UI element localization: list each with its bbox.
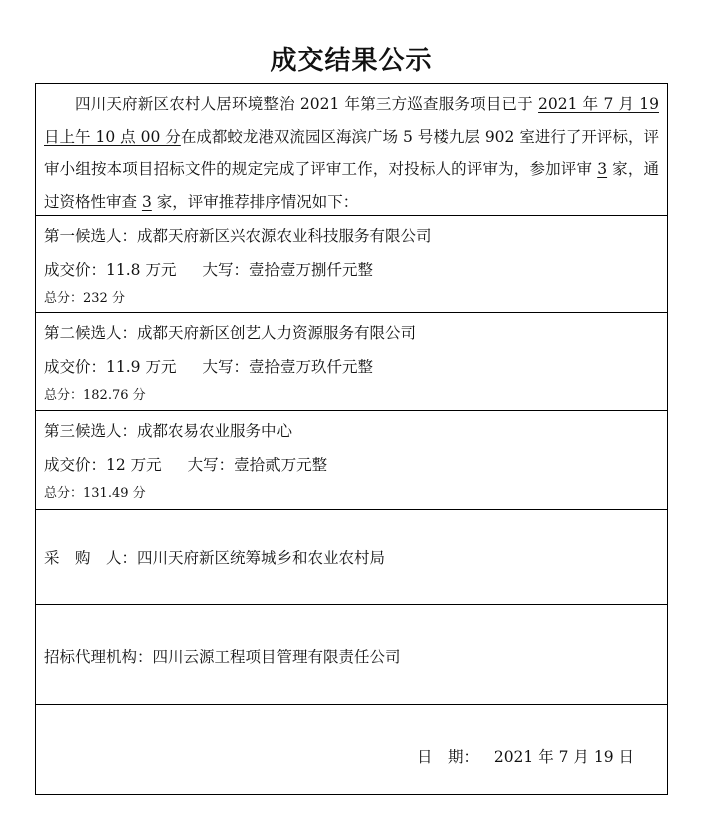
candidate-1-score: 总分：232 分 bbox=[44, 291, 125, 306]
agent-label: 招标代理机构： bbox=[44, 648, 153, 666]
candidate-1-cell bbox=[36, 216, 667, 313]
intro-text-3: 家，通过资格性审查 bbox=[44, 160, 659, 211]
date-label: 日 期： bbox=[417, 748, 480, 766]
candidate-3-name: 第三候选人：成都农易农业服务中心 bbox=[44, 422, 293, 440]
buyer-cell bbox=[36, 510, 667, 605]
qualified-count: 3 bbox=[141, 192, 152, 211]
candidate-2-price-row bbox=[44, 355, 373, 377]
candidate-1-price: 成交价：11.8 万元 bbox=[44, 261, 177, 279]
candidate-2-name: 第二候选人：成都天府新区创艺人力资源服务有限公司 bbox=[44, 324, 417, 342]
intro-text-4: 家，评审推荐排序情况如下： bbox=[151, 192, 359, 211]
intro-paragraph bbox=[44, 88, 659, 218]
agent-cell bbox=[36, 605, 667, 705]
candidate-3-price: 成交价：12 万元 bbox=[44, 456, 162, 474]
intro-datetime: 2021 年 7 月 19 日上午 10 点 00 分 bbox=[44, 95, 659, 146]
date-cell bbox=[36, 705, 667, 794]
date-value: 2021 年 7 月 19 日 bbox=[493, 748, 634, 766]
intro-cell bbox=[36, 84, 667, 216]
buyer-label: 采 购 人： bbox=[44, 549, 138, 567]
candidate-3-score: 总分：131.49 分 bbox=[44, 486, 146, 501]
candidate-1-capital: 大写：壹拾壹万捌仟元整 bbox=[202, 261, 373, 279]
candidate-3-price-row bbox=[44, 453, 327, 475]
buyer-value: 四川天府新区统筹城乡和农业农村局 bbox=[137, 549, 386, 567]
candidate-1-name: 第一候选人：成都天府新区兴农源农业科技服务有限公司 bbox=[44, 227, 432, 245]
agent-value: 四川云源工程项目管理有限责任公司 bbox=[152, 648, 401, 666]
candidate-2-price: 成交价：11.9 万元 bbox=[44, 358, 177, 376]
candidate-2-cell bbox=[36, 313, 667, 411]
result-table bbox=[35, 83, 668, 795]
date-row bbox=[417, 745, 634, 767]
intro-text-2: 在成都蛟龙港双流园区海滨广场 5 号楼九层 902 室进行了开评标，评审小组按本项目招标文件的规定完成了评审工作，对投标人的评审为，参加评审 bbox=[44, 127, 659, 178]
candidate-1-price-row bbox=[44, 258, 373, 280]
candidate-3-capital: 大写：壹拾贰万元整 bbox=[187, 456, 328, 474]
page-title: 成交结果公示 bbox=[270, 46, 433, 76]
agent-row bbox=[44, 645, 401, 667]
participants-count: 3 bbox=[597, 160, 608, 178]
buyer-row bbox=[44, 546, 385, 568]
candidate-3-cell bbox=[36, 411, 667, 510]
candidate-2-score: 总分：182.76 分 bbox=[44, 388, 146, 403]
candidate-2-capital: 大写：壹拾壹万玖仟元整 bbox=[202, 358, 373, 376]
intro-text-1: 四川天府新区农村人居环境整治 2021 年第三方巡查服务项目已于 bbox=[75, 95, 539, 113]
